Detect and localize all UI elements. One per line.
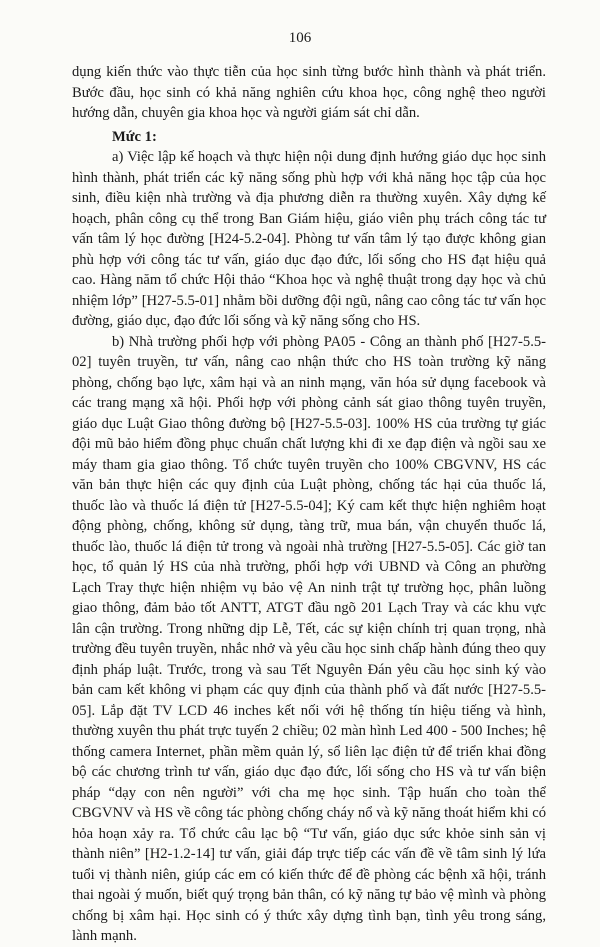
page-number: 106 — [288, 30, 312, 46]
section-heading: Mức 1: — [112, 128, 157, 145]
paragraph-b: b) Nhà trường phối hợp với phòng PA05 - Công an thành phố [H27-5.5-02] tuyên truyền, tư vấn, nâng cao nhận thức cho HS toàn trường kỹ năng phòng, chống bạo lực, xâm hại và an ninh mạng, văn hóa sử dụng facebook và các trang mạng xã hội. Phối hợp với phòng cảnh sát giao thông tuyên truyền, giáo dục Luật Giao thông đường bộ [H27-5.5-03]. 100% HS của trường tự giác đội mũ bảo hiểm đồng phục chuẩn chất lượng khi đi xe đạp điện và ngồi sau xe máy tham gia giao thông. Tổ chức tuyên truyền cho 100% CBGVNV, HS các văn bản thực hiện các quy định của Luật phòng, chống tác hại của thuốc lá, thuốc lào và thuốc lá điện tử [H27-5.5-04]; Ký cam kết thực hiện nghiêm hoạt động phòng, chống, không sử dụng, tàng trữ, mua bán, vận chuyển thuốc lá, thuốc lào, thuốc lá điện tử trong và ngoài nhà trường [H27-5.5-05]. Các giờ tan học, tổ quản lý HS của nhà trường, phối hợp với UBND và Công an phường Lạch Tray thực hiện nhiệm vụ bảo vệ An ninh trật tự trường học, phân luồng giao thông, đảm bảo tốt ANTT, ATGT đầu ngõ 201 Lạch Tray và các khu vực lân cận trường. Trong những dịp Lễ, Tết, các sự kiện chính trị quan trọng, nhà trường đều tuyên truyền, nhắc nhở và yêu cầu học sinh chấp hành đúng theo quy định pháp luật. Trước, trong và sau Tết Nguyên Đán yêu cầu học sinh ký vào bản cam kết không vi phạm các quy định của thành phố và đất nước [H27-5.5-05]. Lắp đặt TV LCD 46 inches kết nối với hệ thống tín hiệu tiếng và hình, thường xuyên thu phát trực tuyến 2 chiều; 02 màn hình Led 400 - 500 Inches; hệ thống camera Internet, phần mềm quản lý, sổ liên lạc điện tử để triển khai đồng bộ các chương trình tư vấn, giáo dục đạo đức, lối sống cho HS và tư vấn biện pháp “dạy con nên người” với cha mẹ học sinh. Tập huấn cho toàn thể CBGVNV và HS về công tác phòng chống cháy nổ và kỹ năng thoát hiểm khi có hỏa hoạn xảy ra. Tổ chức câu lạc bộ “Tư vấn, giáo dục sức khỏe sinh sản vị thành niên” [H2-1.2-14] tư vấn, giải đáp trực tiếp các vấn đề về tâm sinh lý lứa tuổi vị thành niên, giúp các em có kiến thức để đề phòng các bệnh xã hội, tránh thai ngoài ý muốn, biết quý trọng bản thân, có kỹ năng tự bảo vệ mình và phòng chống bị xâm hại. Học sinh có ý thức xây dựng tình bạn, tình yêu trong sáng, lành mạnh. — [72, 333, 546, 944]
paragraph-a: a) Việc lập kế hoạch và thực hiện nội dung định hướng giáo dục học sinh hình thành, phát triển các kỹ năng sống phù hợp với khả năng học tập của học sinh, điều kiện nhà trường và địa phương diễn ra thường xuyên. Xây dựng kế hoạch, phân công cụ thể trong Ban Giám hiệu, giáo viên phụ trách công tác tư vấn tâm lý học đường [H24-5.2-04]. Phòng tư vấn tâm lý tạo được không gian phù hợp với công tác tư vấn, giáo dục đạo đức, lối sống cho HS đạt hiệu quả cao. Hàng năm tổ chức Hội thảo “Khoa học và nghệ thuật trong dạy học và chủ nhiệm lớp” [H27-5.5-01] nhằm bồi dưỡng đội ngũ, nâng cao công tác tư vấn học đường, giáo dục, đạo đức lối sống và kỹ năng sống cho HS. — [72, 149, 546, 329]
body-text — [72, 62, 546, 947]
intro-paragraph: dụng kiến thức vào thực tiễn của học sinh từng bước hình thành và phát triển. Bước đầu, học sinh có khả năng nghiên cứu khoa học, công nghệ theo người hướng dẫn, chuyên gia khoa học và người giám sát chỉ dẫn. — [72, 64, 546, 121]
